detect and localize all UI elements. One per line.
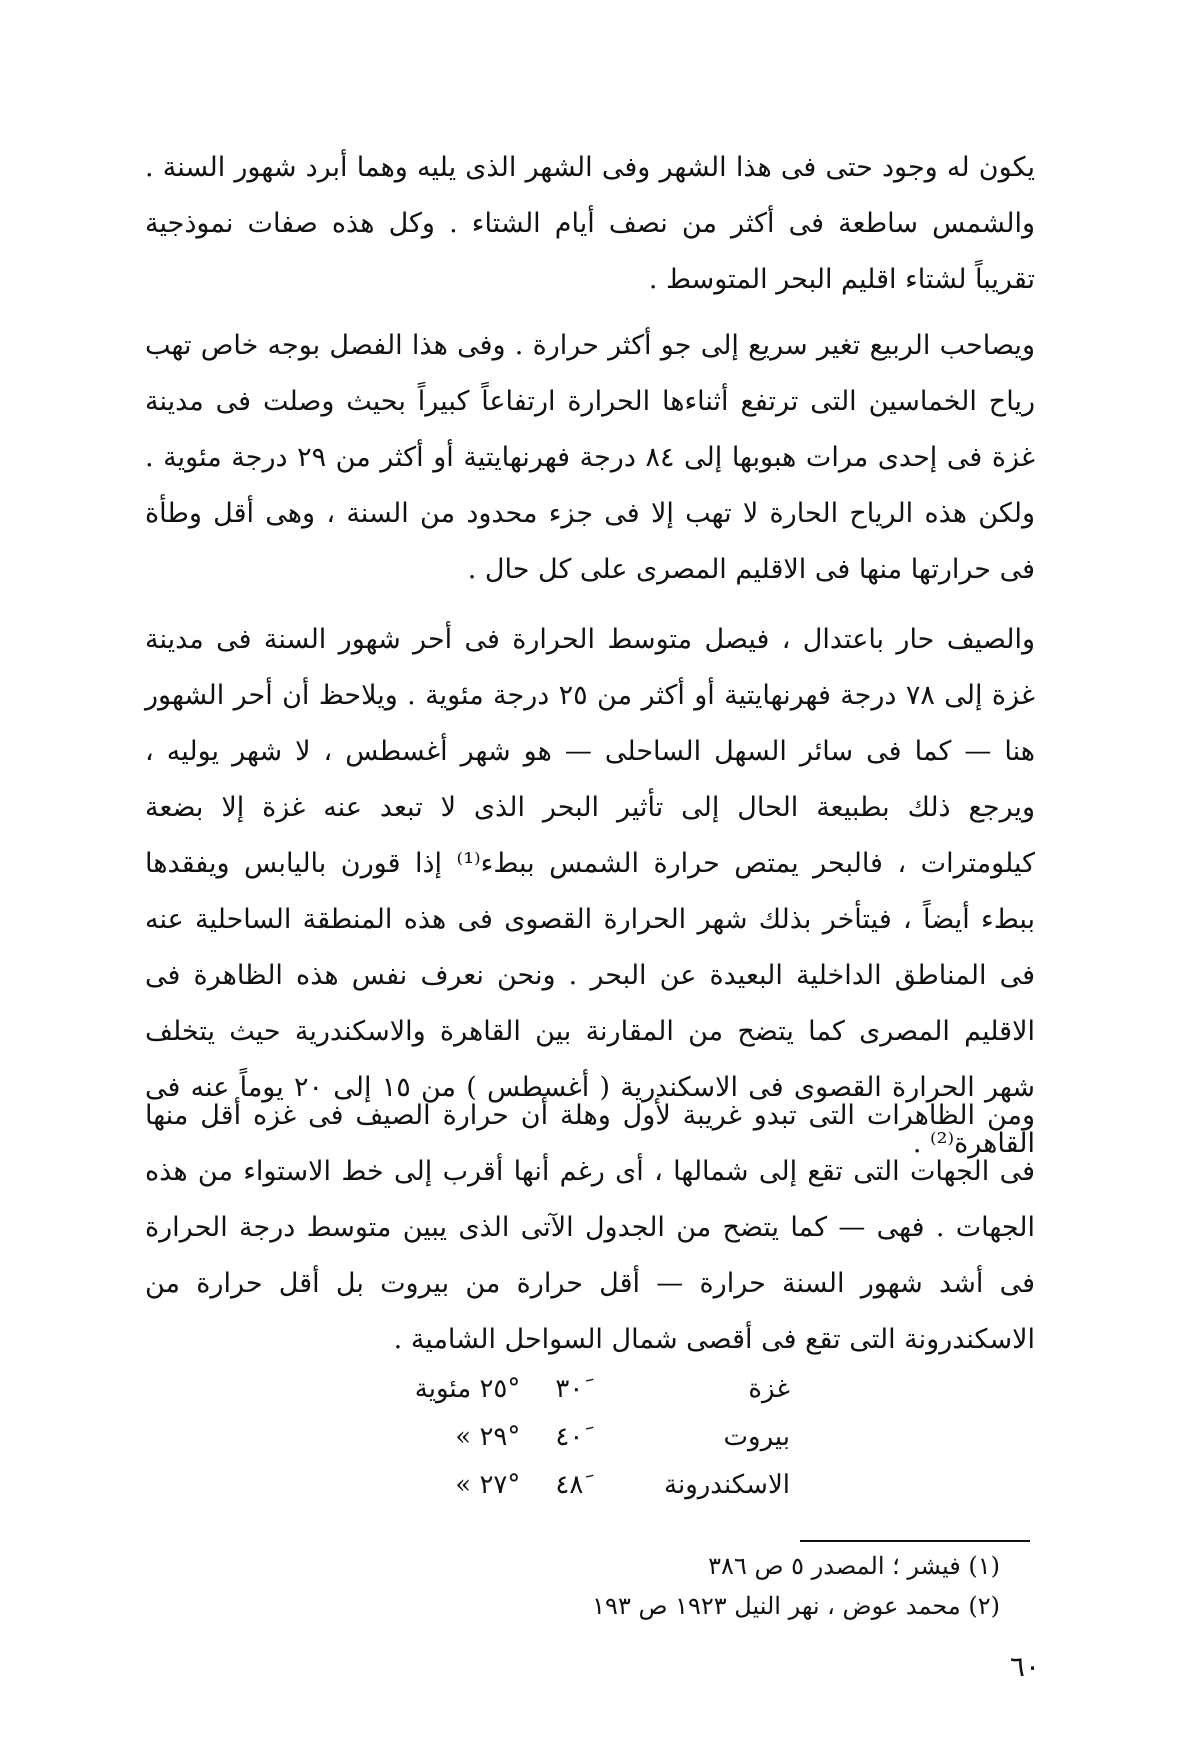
table-cell-latitude: ٤٠َ [555, 1422, 584, 1452]
table-cell-temperature: °٢٧ » [455, 1470, 521, 1500]
footnote-1: (١) فيشر ؛ المصدر ٥ ص ٣٨٦ [708, 1552, 1000, 1580]
table-cell-city: بيروت [723, 1422, 790, 1452]
table-cell-city: غزة [748, 1374, 790, 1404]
table-row [380, 1413, 800, 1461]
footnote-2: (٢) محمد عوض ، نهر النيل ١٩٢٣ ص ١٩٣ [592, 1592, 1000, 1620]
table-cell-temperature: °٢٩ » [455, 1422, 521, 1452]
paragraph-text: ويصاحب الربيع تغير سريع إلى جو أكثر حرارة . وفى هذا الفصل بوجه خاص تهب رياح الخماسين التى ترتفع أثناءها الحرارة ارتفاعاً كبيراً بحيث وصلت فى مدينة غزة فى إحدى مرات هبوبها إلى ٨٤ درجة فهرنهايتية أو أكثر من ٢٩ درجة مئوية . ولكن هذه الرياح الحارة لا تهب إلا فى جزء محدود من السنة ، وهى أقل وطأة فى حرارتها منها فى الاقليم المصرى على كل حال . [145, 330, 1035, 585]
table-cell-latitude: ٣٠َ [555, 1374, 584, 1404]
footnote-divider [800, 1540, 1030, 1542]
table-row [380, 1365, 800, 1413]
paragraph-text: والصيف حار باعتدال ، فيصل متوسط الحرارة فى أحر شهور السنة فى مدينة غزة إلى ٧٨ درجة فهرنهايتية أو أكثر من ٢٥ درجة مئوية . ويلاحظ أن أحر الشهور هنا — كما فى سائر السهل الساحلى — هو شهر أغسطس ، لا شهر يوليه ، ويرجع ذلك بطبيعة الحال إلى تأثير البحر الذى لا تبعد عنه غزة إلا بضعة كيلومترات ، فالبحر يمتص حرارة الشمس ببطء⁽¹⁾ إذا قورن باليابس ويفقدها ببطء أيضاً ، فيتأخر بذلك شهر الحرارة القصوى فى هذه المنطقة الساحلية عنه فى المناطق الداخلية البعيدة عن البحر . ونحن نعرف نفس هذه الظاهرة فى الاقليم المصرى كما يتضح من المقارنة بين القاهرة والاسكندرية حيث يتخلف شهر الحرارة القصوى فى الاسكندرية ( أغسطس ) من ١٥ إلى ٢٠ يوماً عنه فى القاهرة⁽²⁾ . [145, 624, 1036, 1159]
paragraph-spring [145, 318, 1035, 598]
table-cell-city: الاسكندرونة [664, 1470, 790, 1500]
paragraph-winter [145, 140, 1035, 308]
page-number: ٦٠ [1009, 1650, 1040, 1683]
table-cell-temperature: °٢٥ مئوية [414, 1374, 521, 1404]
table-cell-latitude: ٤٨َ [555, 1470, 584, 1500]
paragraph-summer-comparison [145, 1088, 1035, 1368]
paragraph-text: ومن الظاهرات التى تبدو غريبة لأول وهلة أن حرارة الصيف فى غزه أقل منها فى الجهات التى تقع إلى شمالها ، أى رغم أنها أقرب إلى خط الاستواء من هذه الجهات . فهى — كما يتضح من الجدول الآتى الذى يبين متوسط درجة الحرارة فى أشد شهور السنة حرارة — أقل حرارة من بيروت بل أقل حرارة من الاسكندرونة التى تقع فى أقصى شمال السواحل الشامية . [145, 1100, 1035, 1355]
paragraph-text: يكون له وجود حتى فى هذا الشهر وفى الشهر الذى يليه وهما أبرد شهور السنة . والشمس ساطعة فى أكثر من نصف أيام الشتاء . وكل هذه صفات نموذجية تقريباً لشتاء اقليم البحر المتوسط . [145, 152, 1035, 295]
table-row [380, 1461, 800, 1509]
temperature-table [380, 1365, 800, 1509]
footnotes [400, 1546, 1000, 1626]
